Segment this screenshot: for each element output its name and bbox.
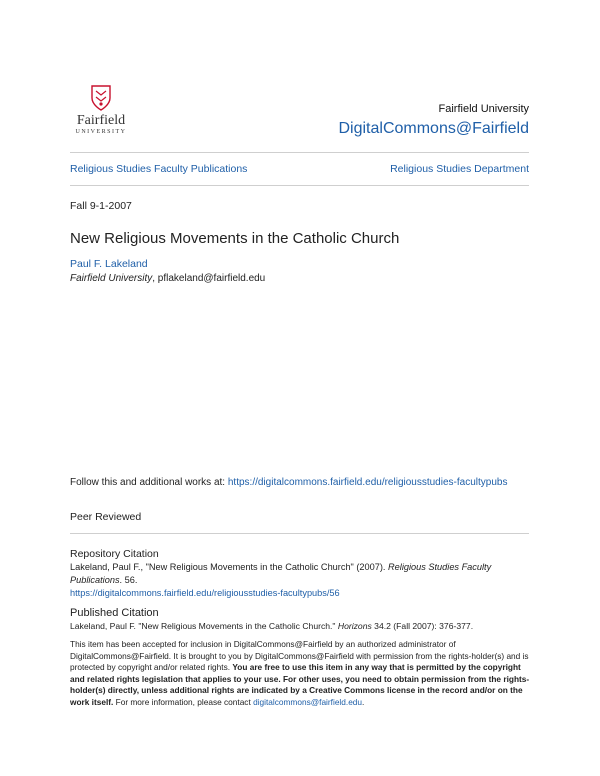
fairfield-logo [70,84,132,136]
rights-end: . [362,696,365,707]
repository-citation [70,561,530,600]
article-title: New Religious Movements in the Catholic Church [70,230,400,247]
university-crest-icon [90,84,112,112]
published-citation-issue: 34.2 (Fall 2007): 376-377. [371,621,474,631]
department-link[interactable]: Religious Studies Department [390,163,529,175]
institution-name: Fairfield University [438,103,529,115]
repository-citation-heading: Repository Citation [70,548,159,560]
repository-citation-url-link[interactable]: https://digitalcommons.fairfield.edu/religiousstudies-facultypubs/56 [70,588,340,598]
series-link[interactable]: Religious Studies Faculty Publications [70,163,248,175]
header-divider [70,152,529,153]
repository-link[interactable]: DigitalCommons@Fairfield [338,120,529,137]
follow-label: Follow this and additional works at: [70,477,228,488]
published-citation-journal: Horizons [337,621,372,631]
repository-citation-journal: Religious Studies Faculty Publications [70,562,492,585]
author-link[interactable]: Paul F. Lakeland [70,258,148,270]
author-email: , pflakeland@fairfield.edu [152,273,266,284]
rights-text: This item has been accepted for inclusion in DigitalCommons@Fairfield by an authorized administrator of DigitalCommons@Fairfield. It is brought to you by DigitalCommons@Fairfield with permission from the rights-holder(s) and is protected by copyright and/or related rights. [70,639,529,673]
publication-date: Fall 9-1-2007 [70,200,132,212]
follow-line [70,477,507,488]
series-divider [70,185,529,186]
repository-citation-number: . 56. [119,575,138,585]
rights-statement [70,639,530,709]
peer-reviewed-label: Peer Reviewed [70,511,142,523]
citation-divider [70,533,529,534]
affiliation-name: Fairfield University [70,273,153,284]
rights-contact-text: For more information, please contact [113,696,254,707]
published-citation [70,620,530,632]
author-affiliation [70,273,265,284]
published-citation-text: Lakeland, Paul F. "New Religious Movements in the Catholic Church." [70,621,338,631]
contact-email-link[interactable]: digitalcommons@fairfield.edu [253,696,363,707]
published-citation-heading: Published Citation [70,607,159,619]
repository-citation-text: Lakeland, Paul F., "New Religious Movements in the Catholic Church" (2007). [70,562,389,572]
follow-url-link[interactable]: https://digitalcommons.fairfield.edu/religiousstudies-facultypubs [227,477,508,488]
logo-subtext: UNIVERSITY [75,129,127,135]
rights-bold-text: You are free to use this item in any way that is permitted by the copyright and related rights legislation that applies to your use. For other uses, you need to obtain permission from the rights-holder(s) directly, unless additional rights are indicated by a Creative Commons license in the record and/or on the work itself. [70,662,530,707]
logo-wordmark: Fairfield [76,113,126,128]
